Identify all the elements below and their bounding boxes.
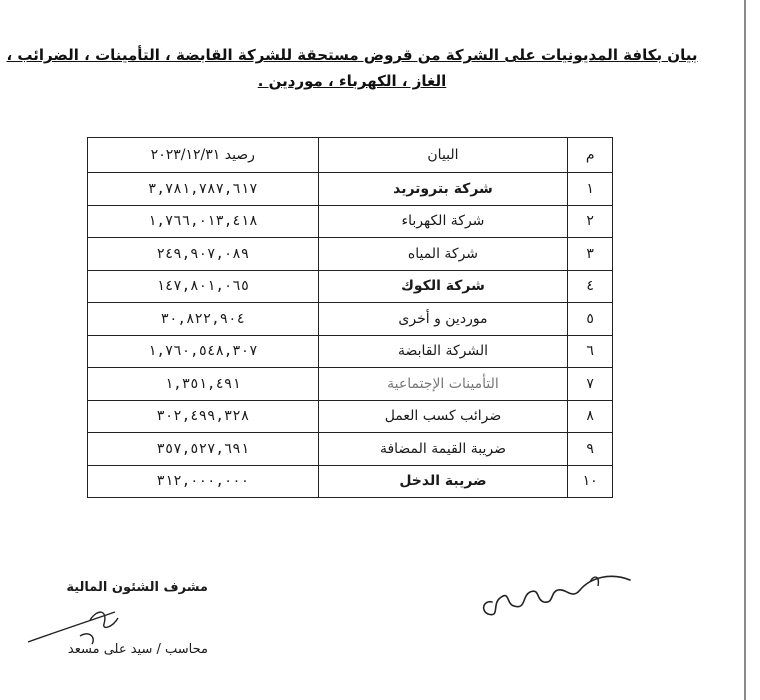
row-description: شركة المياه — [318, 238, 568, 271]
title-line-1: بيان بكافة المديونيات على الشركة من قروض مستحقة للشركة القابضة ، التأمينات ، الضرائب ، — [6, 46, 698, 64]
row-description: ضرائب كسب العمل — [318, 400, 568, 433]
row-description: شركة بتروتريد — [318, 173, 568, 206]
table-row — [88, 173, 613, 206]
header-num: م — [568, 138, 613, 173]
row-num: ٩ — [568, 433, 613, 466]
table-row — [88, 238, 613, 271]
row-balance: ٣,٧٨١,٧٨٧,٦١٧ — [88, 173, 319, 206]
row-balance: ١,٣٥١,٤٩١ — [88, 368, 319, 401]
accountant-name: محاسب / سيد على مسعد — [67, 642, 208, 657]
row-balance: ١٤٧,٨٠١,٠٦٥ — [88, 270, 319, 303]
row-num: ٤ — [568, 270, 613, 303]
row-num: ٥ — [568, 303, 613, 336]
table-row — [88, 270, 613, 303]
row-balance: ٣٥٧,٥٢٧,٦٩١ — [88, 433, 319, 466]
row-description: شركة الكهرباء — [318, 205, 568, 238]
table-row — [88, 465, 613, 498]
row-description: ضريبة القيمة المضافة — [318, 433, 568, 466]
table-row — [88, 303, 613, 336]
table-row — [88, 368, 613, 401]
row-balance: ١,٧٦٦,٠١٣,٤١٨ — [88, 205, 319, 238]
row-num: ٣ — [568, 238, 613, 271]
row-num: ١٠ — [568, 465, 613, 498]
handwritten-signature — [470, 560, 640, 630]
row-num: ٨ — [568, 400, 613, 433]
table-row — [88, 433, 613, 466]
table-header-row — [88, 138, 613, 173]
row-num: ٢ — [568, 205, 613, 238]
row-description: التأمينات الإجتماعية — [318, 368, 568, 401]
row-balance: ٣٠,٨٢٢,٩٠٤ — [88, 303, 319, 336]
debts-table — [87, 137, 613, 498]
title-line-2: الغاز ، الكهرباء ، موردين . — [257, 72, 447, 90]
row-description: موردين و أخرى — [318, 303, 568, 336]
row-description: الشركة القابضة — [318, 335, 568, 368]
row-num: ١ — [568, 173, 613, 206]
row-description: شركة الكوك — [318, 270, 568, 303]
table-row — [88, 400, 613, 433]
row-balance: ٣١٢,٠٠٠,٠٠٠ — [88, 465, 319, 498]
finance-supervisor-block — [20, 570, 230, 660]
header-balance: رصيد ٢٠٢٣/١٢/٣١ — [88, 138, 319, 173]
supervisor-title: مشرف الشئون المالية — [66, 580, 208, 595]
row-num: ٦ — [568, 335, 613, 368]
row-description: ضريبة الدخل — [318, 465, 568, 498]
document-title — [0, 42, 704, 94]
row-balance: ٢٤٩,٩٠٧,٠٨٩ — [88, 238, 319, 271]
row-balance: ١,٧٦٠,٥٤٨,٣٠٧ — [88, 335, 319, 368]
row-balance: ٣٠٢,٤٩٩,٣٢٨ — [88, 400, 319, 433]
table-row — [88, 335, 613, 368]
page-edge — [744, 0, 746, 700]
table-row — [88, 205, 613, 238]
header-description: البيان — [318, 138, 568, 173]
row-num: ٧ — [568, 368, 613, 401]
